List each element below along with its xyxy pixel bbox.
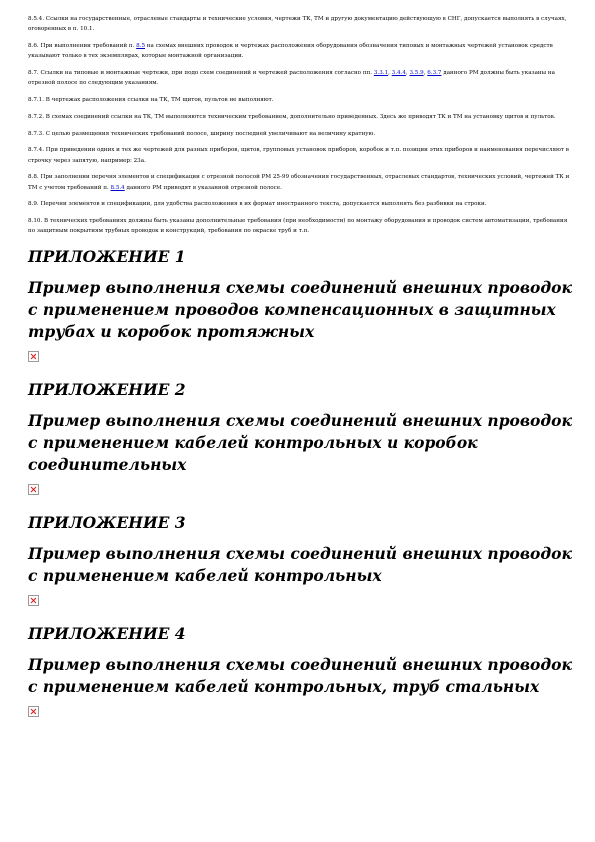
paragraph-text: данного РМ приводят в указанной отрезной полосе.: [124, 184, 282, 191]
appendix-caption: Пример выполнения схемы соединений внешних проводок с применением проводов компенсационных в защитных трубах и коробок протяжных: [28, 277, 572, 341]
paragraph-text: 8.7.4. При приведении одних и тех же чертежей для разных приборов, щитов, групповых установок приборов, коробок и т.п. позиции этих приборов и наименования перечисляют в строчку через запятую, например: 23а.: [28, 147, 569, 164]
appendix-heading: ПРИЛОЖЕНИЕ 3: [28, 512, 186, 532]
paragraph-8-7: [28, 68, 573, 88]
paragraph-8-6: [28, 41, 573, 61]
link-6-3-7[interactable]: 6.3.7: [427, 70, 442, 76]
broken-image-icon: [28, 484, 39, 495]
paragraph-8-7-2: [28, 112, 573, 122]
broken-image-icon: [28, 706, 39, 717]
paragraph-text: 8.7.1. В чертежах расположения ссылки на ТК, ТМ щитов, пультов не выполняют.: [28, 97, 274, 103]
appendix-caption: Пример выполнения схемы соединений внешних проводок с применением кабелей контрольных: [28, 543, 572, 585]
paragraph-text: 8.6. При выполнении требований п.: [28, 43, 137, 49]
separator-text: ,: [423, 70, 428, 76]
link-3-3-1[interactable]: 3.3.1: [373, 70, 389, 76]
paragraph-8-7-1: [28, 95, 573, 105]
paragraph-8-10: [28, 216, 573, 236]
appendix-heading: ПРИЛОЖЕНИЕ 1: [28, 246, 186, 266]
paragraph-8-5-4: [28, 14, 573, 34]
link-3-4-4[interactable]: 3.4.4: [391, 70, 406, 76]
paragraph-8-7-4: [28, 145, 573, 165]
appendix-caption: Пример выполнения схемы соединений внешних проводок с применением кабелей контрольных, труб стальных: [28, 654, 572, 696]
broken-image-icon: [28, 595, 39, 606]
paragraph-text: 8.7. Ссылки на типовые и монтажные чертежи, при подо схем соединений и чертежей расположения согласно пп.: [28, 70, 374, 76]
broken-image-icon: [28, 351, 39, 362]
separator-text: ,: [388, 70, 392, 76]
link-8-5-4[interactable]: 8.5.4: [110, 184, 125, 191]
appendix-1: [28, 247, 573, 362]
link-3-5-9[interactable]: 3.5.9: [409, 70, 424, 76]
paragraph-text: данного РМ должны быть указаны на отрезной полосе по следующим указаниям.: [28, 70, 555, 87]
appendix-heading: ПРИЛОЖЕНИЕ 4: [28, 623, 186, 643]
appendix-caption: Пример выполнения схемы соединений внешних проводок с применением кабелей контрольных и коробок соединительных: [28, 410, 572, 474]
paragraph-text: 8.10. В технических требованиях должны быть указаны дополнительные требования (при необходимости) по монтажу оборудования и проводок систем автоматизации, требования по защитным покрытиям трубных проводок и конструкций, требования по окраске труб и т.п.: [28, 218, 568, 235]
document-page: [28, 14, 573, 735]
paragraph-text: 8.7.3. С целью размещения технических требований полосе, ширину последней увеличивают на величину кратную.: [28, 130, 376, 137]
paragraph-8-7-3: [28, 129, 573, 139]
appendix-3: [28, 513, 573, 606]
link-8-5[interactable]: 8.5: [136, 43, 146, 49]
paragraph-text: 8.8. При заполнении перечня элементов и спецификации с отрезной полосой РМ 25-99 обозначения государственных, отраслевых стандартов, технических условий, чертежей ТК и ТМ с учетом требований п.: [28, 174, 570, 191]
appendix-heading: ПРИЛОЖЕНИЕ 2: [28, 379, 186, 399]
appendix-2: [28, 380, 573, 495]
appendix-4: [28, 624, 573, 717]
paragraph-text: на схемах внешних проводок и чертежах расположения оборудования обозначения типовых и монтажных чертежей установок средств указывают только в тех экземплярах, которые монтажной организации.: [28, 43, 553, 60]
paragraph-text: 8.9. Перечни элементов и спецификации, для удобства расположения в их формат иностранного текста, допускается выполнять без разбивки на строки.: [28, 201, 487, 208]
separator-text: ,: [405, 70, 410, 76]
paragraph-text: 8.7.2. В схемах соединений ссылки на ТК, ТМ выполняются техническим требованием, дополнительно приведенных. Здесь же приводят ТК и ТМ на установку щитов и пультов.: [28, 113, 556, 120]
paragraph-8-8: [28, 172, 573, 192]
paragraph-text: 8.5.4. Ссылки на государственные, отраслевые стандарты и технические условия, чертежи ТК, ТМ и другую документацию действующую в СНГ, допускается выполнять в случаях, оговоренных в п. 10.1.: [28, 16, 567, 33]
paragraph-8-9: [28, 199, 573, 209]
